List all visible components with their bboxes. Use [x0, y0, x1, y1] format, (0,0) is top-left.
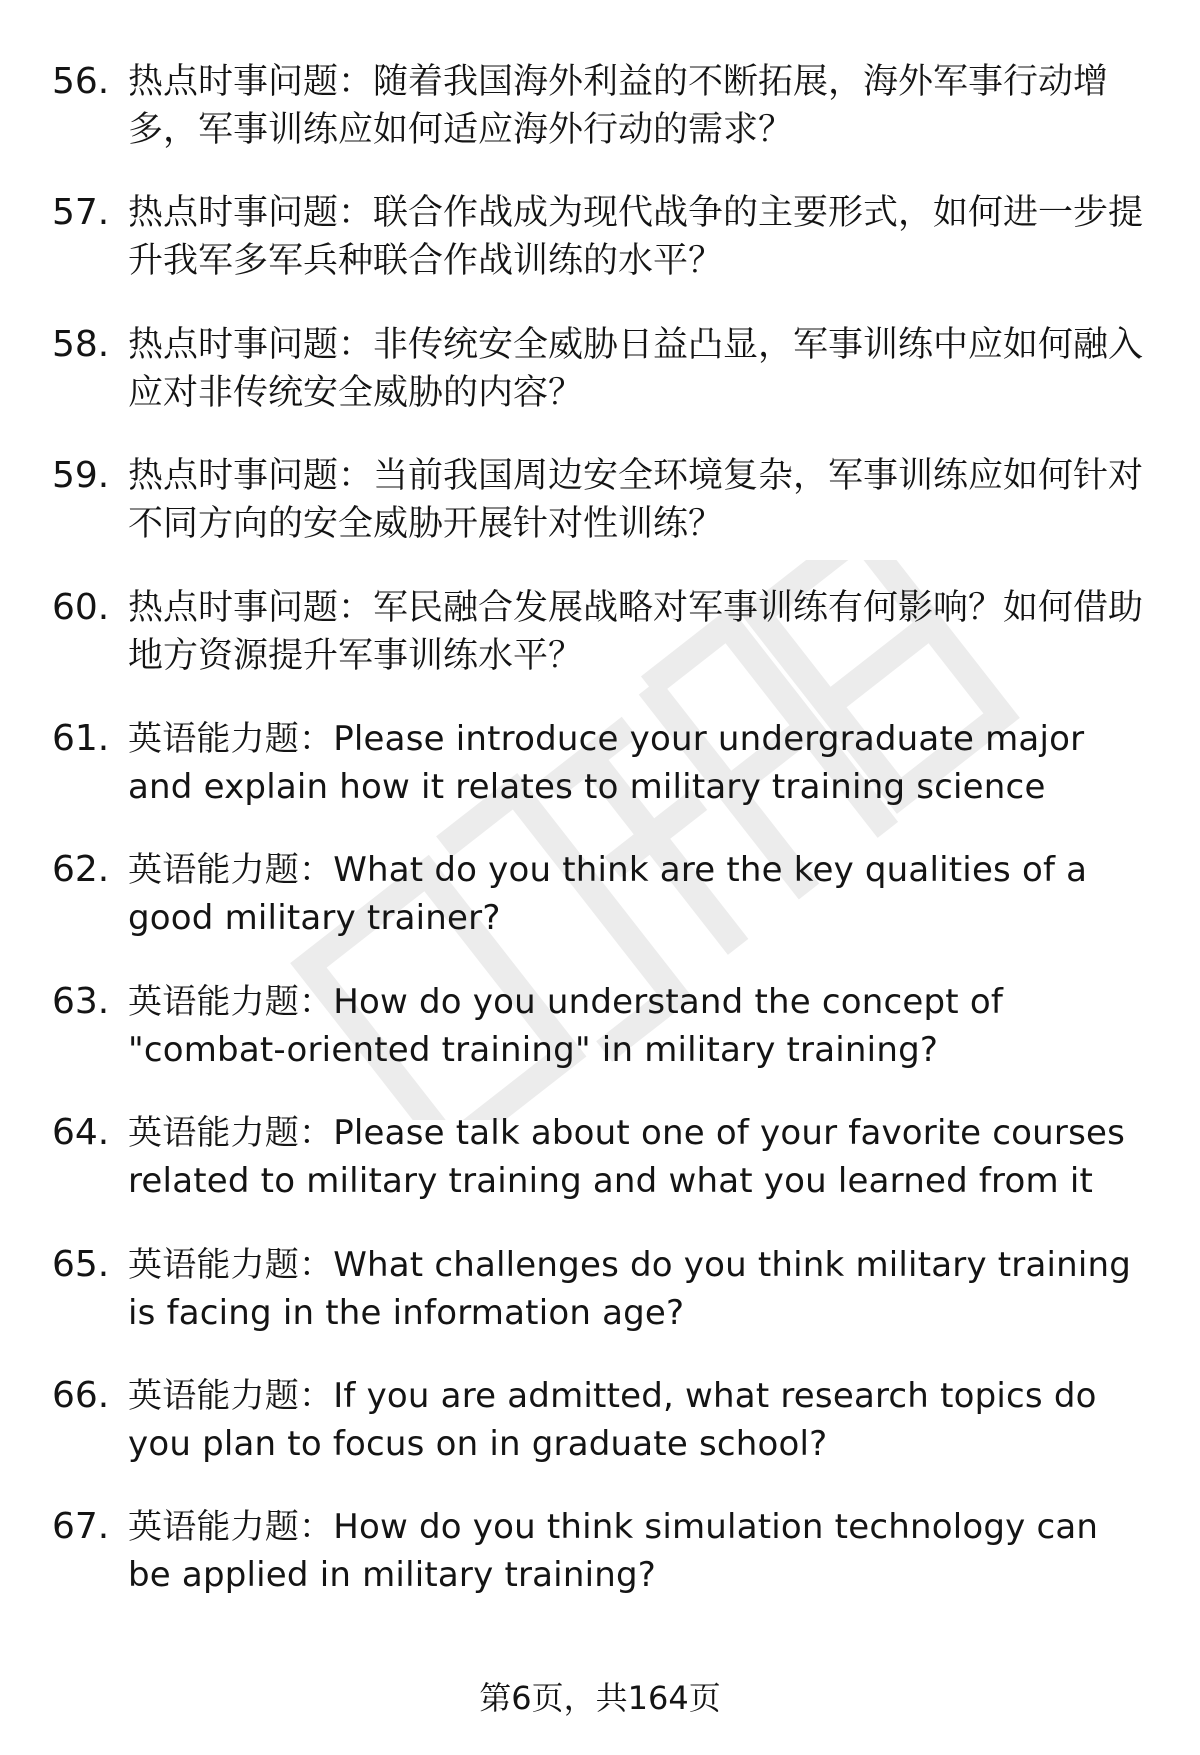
question-item [0, 1109, 1200, 1240]
question-text: 英语能力题：Please talk about one of your favorite courses related to military training and what you learned from it [128, 1113, 1126, 1202]
question-text: 热点时事问题：军民融合发展战略对军事训练有何影响？如何借助地方资源提升军事训练水平？ [128, 587, 1144, 676]
question-number: 61. [52, 717, 110, 759]
question-item [0, 978, 1200, 1109]
question-number: 64. [52, 1112, 110, 1154]
question-number: 57. [52, 192, 110, 234]
question-text: 英语能力题：Please introduce your undergraduate major and explain how it relates to military training science [128, 718, 1085, 807]
question-text: 热点时事问题：非传统安全威胁日益凸显，军事训练中应如何融入应对非传统安全威胁的内容？ [128, 324, 1144, 413]
question-item [0, 846, 1200, 977]
question-number: 60. [52, 586, 110, 628]
question-number: 67. [52, 1506, 110, 1548]
page-indicator: 第6页，共164页 [479, 1679, 721, 1717]
question-text: 英语能力题：What do you think are the key qualities of a good military trainer? [128, 850, 1088, 939]
question-number: 59. [52, 455, 110, 497]
question-item [0, 584, 1200, 715]
question-text: 英语能力题：What challenges do you think military training is facing in the information age? [128, 1244, 1132, 1333]
question-text: 热点时事问题：当前我国周边安全环境复杂，军事训练应如何针对不同方向的安全威胁开展针对性训练？ [128, 456, 1144, 545]
question-text: 热点时事问题：随着我国海外利益的不断拓展，海外军事行动增多，军事训练应如何适应海外行动的需求？ [128, 62, 1109, 150]
question-item [0, 1503, 1200, 1634]
question-item [0, 1241, 1200, 1372]
question-text: 热点时事问题：联合作战成为现代战争的主要形式，如何进一步提升我军多军兵种联合作战训练的水平？ [128, 193, 1144, 282]
question-text: 英语能力题：If you are admitted, what research topics do you plan to focus on in graduate school? [128, 1375, 1097, 1464]
question-item [0, 321, 1200, 452]
question-number: 62. [52, 849, 110, 891]
question-text: 英语能力题：How do you understand the concept of "combat-oriented training" in military training? [128, 981, 1004, 1070]
question-number: 65. [52, 1243, 110, 1285]
question-item [0, 715, 1200, 846]
question-item [0, 58, 1200, 189]
question-number: 63. [52, 980, 110, 1022]
question-number: 66. [52, 1374, 110, 1416]
question-list [0, 58, 1200, 1635]
question-item [0, 1372, 1200, 1503]
question-number: 58. [52, 323, 110, 365]
question-text: 英语能力题：How do you think simulation technology can be applied in military training? [128, 1507, 1099, 1596]
question-number: 56. [52, 61, 110, 102]
question-item [0, 452, 1200, 583]
question-item [0, 189, 1200, 320]
